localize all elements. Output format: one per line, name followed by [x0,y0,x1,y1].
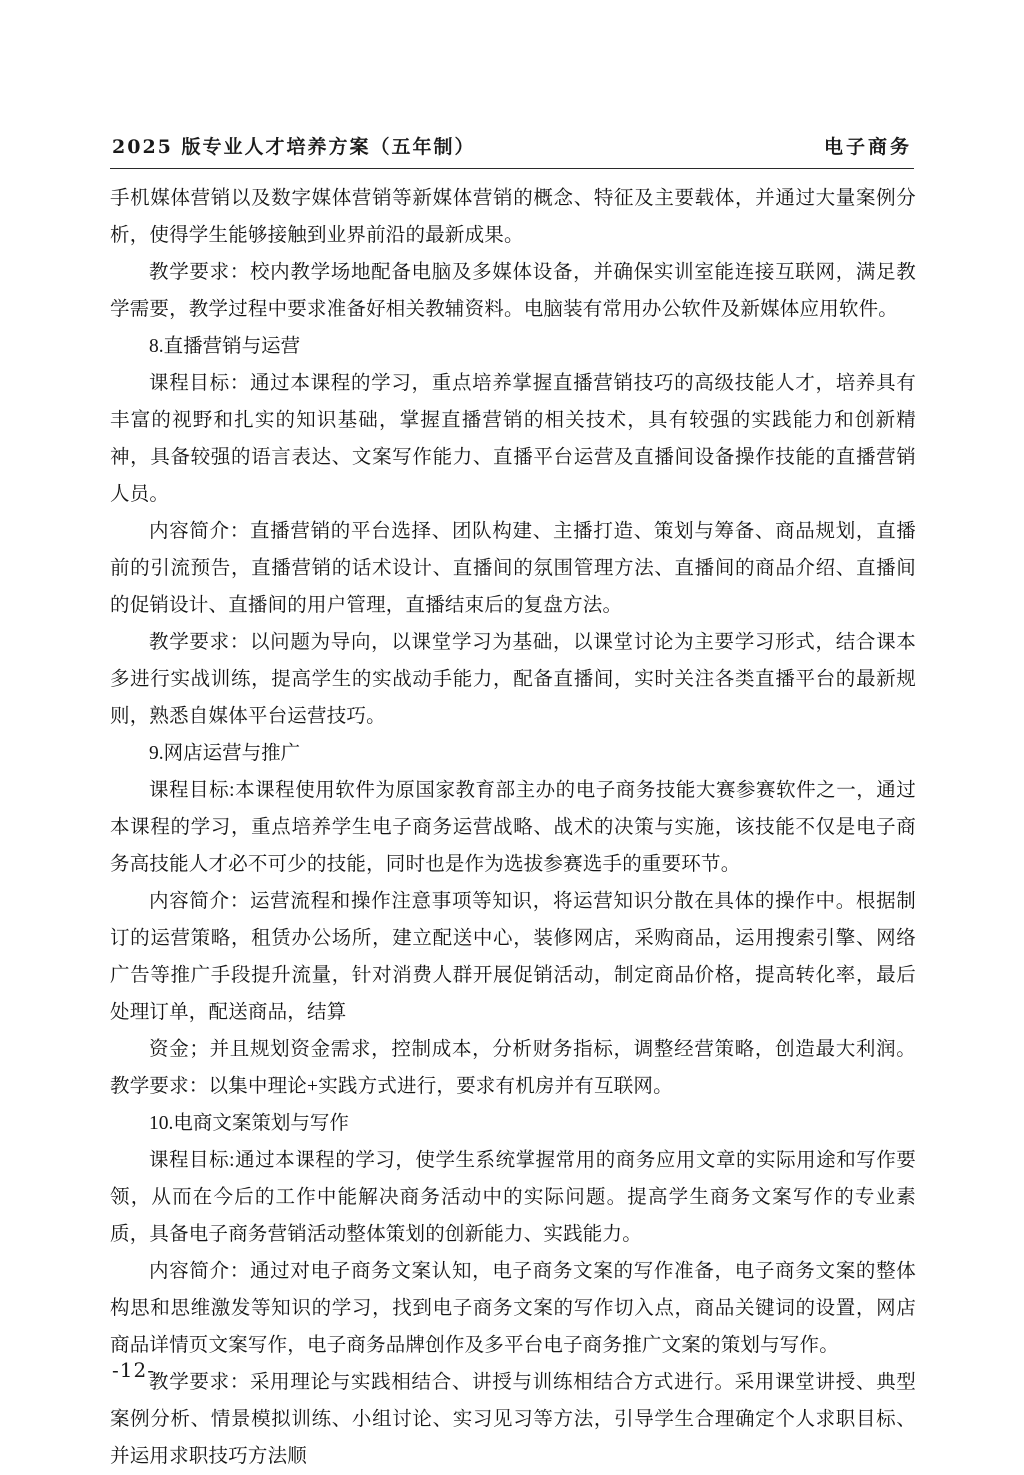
header-divider [110,168,914,169]
paragraph-course-objective-8: 课程目标：通过本课程的学习，重点培养掌握直播营销技巧的高级技能人才，培养具有丰富的视野和扎实的知识基础，掌握直播营销的相关技术，具有较强的实践能力和创新精神，具备较强的语言表达、文案写作能力、直播平台运营及直播间设备操作技能的直播营销人员。 [110,373,916,505]
paragraph-funding-9: 资金；并且规划资金需求，控制成本，分析财务指标，调整经营策略，创造最大利润。教学要求：以集中理论+实践方式进行，要求有机房并有互联网。 [110,1039,916,1097]
paragraph-teaching-requirement-8: 教学要求：以问题为导向，以课堂学习为基础，以课堂讨论为主要学习形式，结合课本多进行实战训练，提高学生的实战动手能力，配备直播间，实时关注各类直播平台的最新规则，熟悉自媒体平台运营技巧。 [110,632,916,727]
paragraph-content-summary-10: 内容简介：通过对电子商务文案认知，电子商务文案的写作准备，电子商务文案的整体构思和思维激发等知识的学习，找到电子商务文案的写作切入点，商品关键词的设置，网店商品详情页文案写作，电子商务品牌创作及多平台电子商务推广文案的策划与写作。 [110,1261,916,1356]
paragraph-content-summary-9: 内容简介：运营流程和操作注意事项等知识，将运营知识分散在具体的操作中。根据制订的运营策略，租赁办公场所，建立配送中心，装修网店，采购商品，运用搜索引擎、网络广告等推广手段提升流量，针对消费人群开展促销活动，制定商品价格，提高转化率，最后处理订单，配送商品，结算 [110,891,916,1023]
paragraph-teaching-requirement-10: 教学要求：采用理论与实践相结合、讲授与训练相结合方式进行。采用课堂讲授、典型案例分析、情景模拟训练、小组讨论、实习见习等方法，引导学生合理确定个人求职目标、并运用求职技巧方法顺 [110,1372,916,1467]
paragraph-course-objective-9: 课程目标:本课程使用软件为原国家教育部主办的电子商务技能大赛参赛软件之一，通过本课程的学习，重点培养学生电子商务运营战略、战术的决策与实施，该技能不仅是电子商务高技能人才必不可少的技能，同时也是作为选拔参赛选手的重要环节。 [110,780,916,875]
section-heading-10: 10.电商文案策划与写作 [149,1113,349,1134]
page-number: -12- [112,1358,155,1382]
paragraph-continuation: 手机媒体营销以及数字媒体营销等新媒体营销的概念、特征及主要载体，并通过大量案例分析，使得学生能够接触到业界前沿的最新成果。 [110,188,916,246]
paragraph-course-objective-10: 课程目标:通过本课程的学习，使学生系统掌握常用的商务应用文章的实际用途和写作要领，从而在今后的工作中能解决商务活动中的实际问题。提高学生商务文案写作的专业素质，具备电子商务营销活动整体策划的创新能力、实践能力。 [110,1150,916,1245]
paragraph-content-summary-8: 内容简介：直播营销的平台选择、团队构建、主播打造、策划与筹备、商品规划，直播前的引流预告，直播营销的话术设计、直播间的氛围管理方法、直播间的商品介绍、直播间的促销设计、直播间的用户管理，直播结束后的复盘方法。 [110,521,916,616]
header-title-left: 2025 版专业人才培养方案（五年制） [112,136,476,158]
document-body [110,180,916,1475]
page-header [112,132,912,159]
header-title-right: 电子商务 [823,136,912,158]
section-heading-8: 8.直播营销与运营 [149,336,301,357]
section-heading-9: 9.网店运营与推广 [149,743,301,764]
paragraph-teaching-requirement-7: 教学要求：校内教学场地配备电脑及多媒体设备，并确保实训室能连接互联网，满足教学需要，教学过程中要求准备好相关教辅资料。电脑装有常用办公软件及新媒体应用软件。 [110,262,916,320]
